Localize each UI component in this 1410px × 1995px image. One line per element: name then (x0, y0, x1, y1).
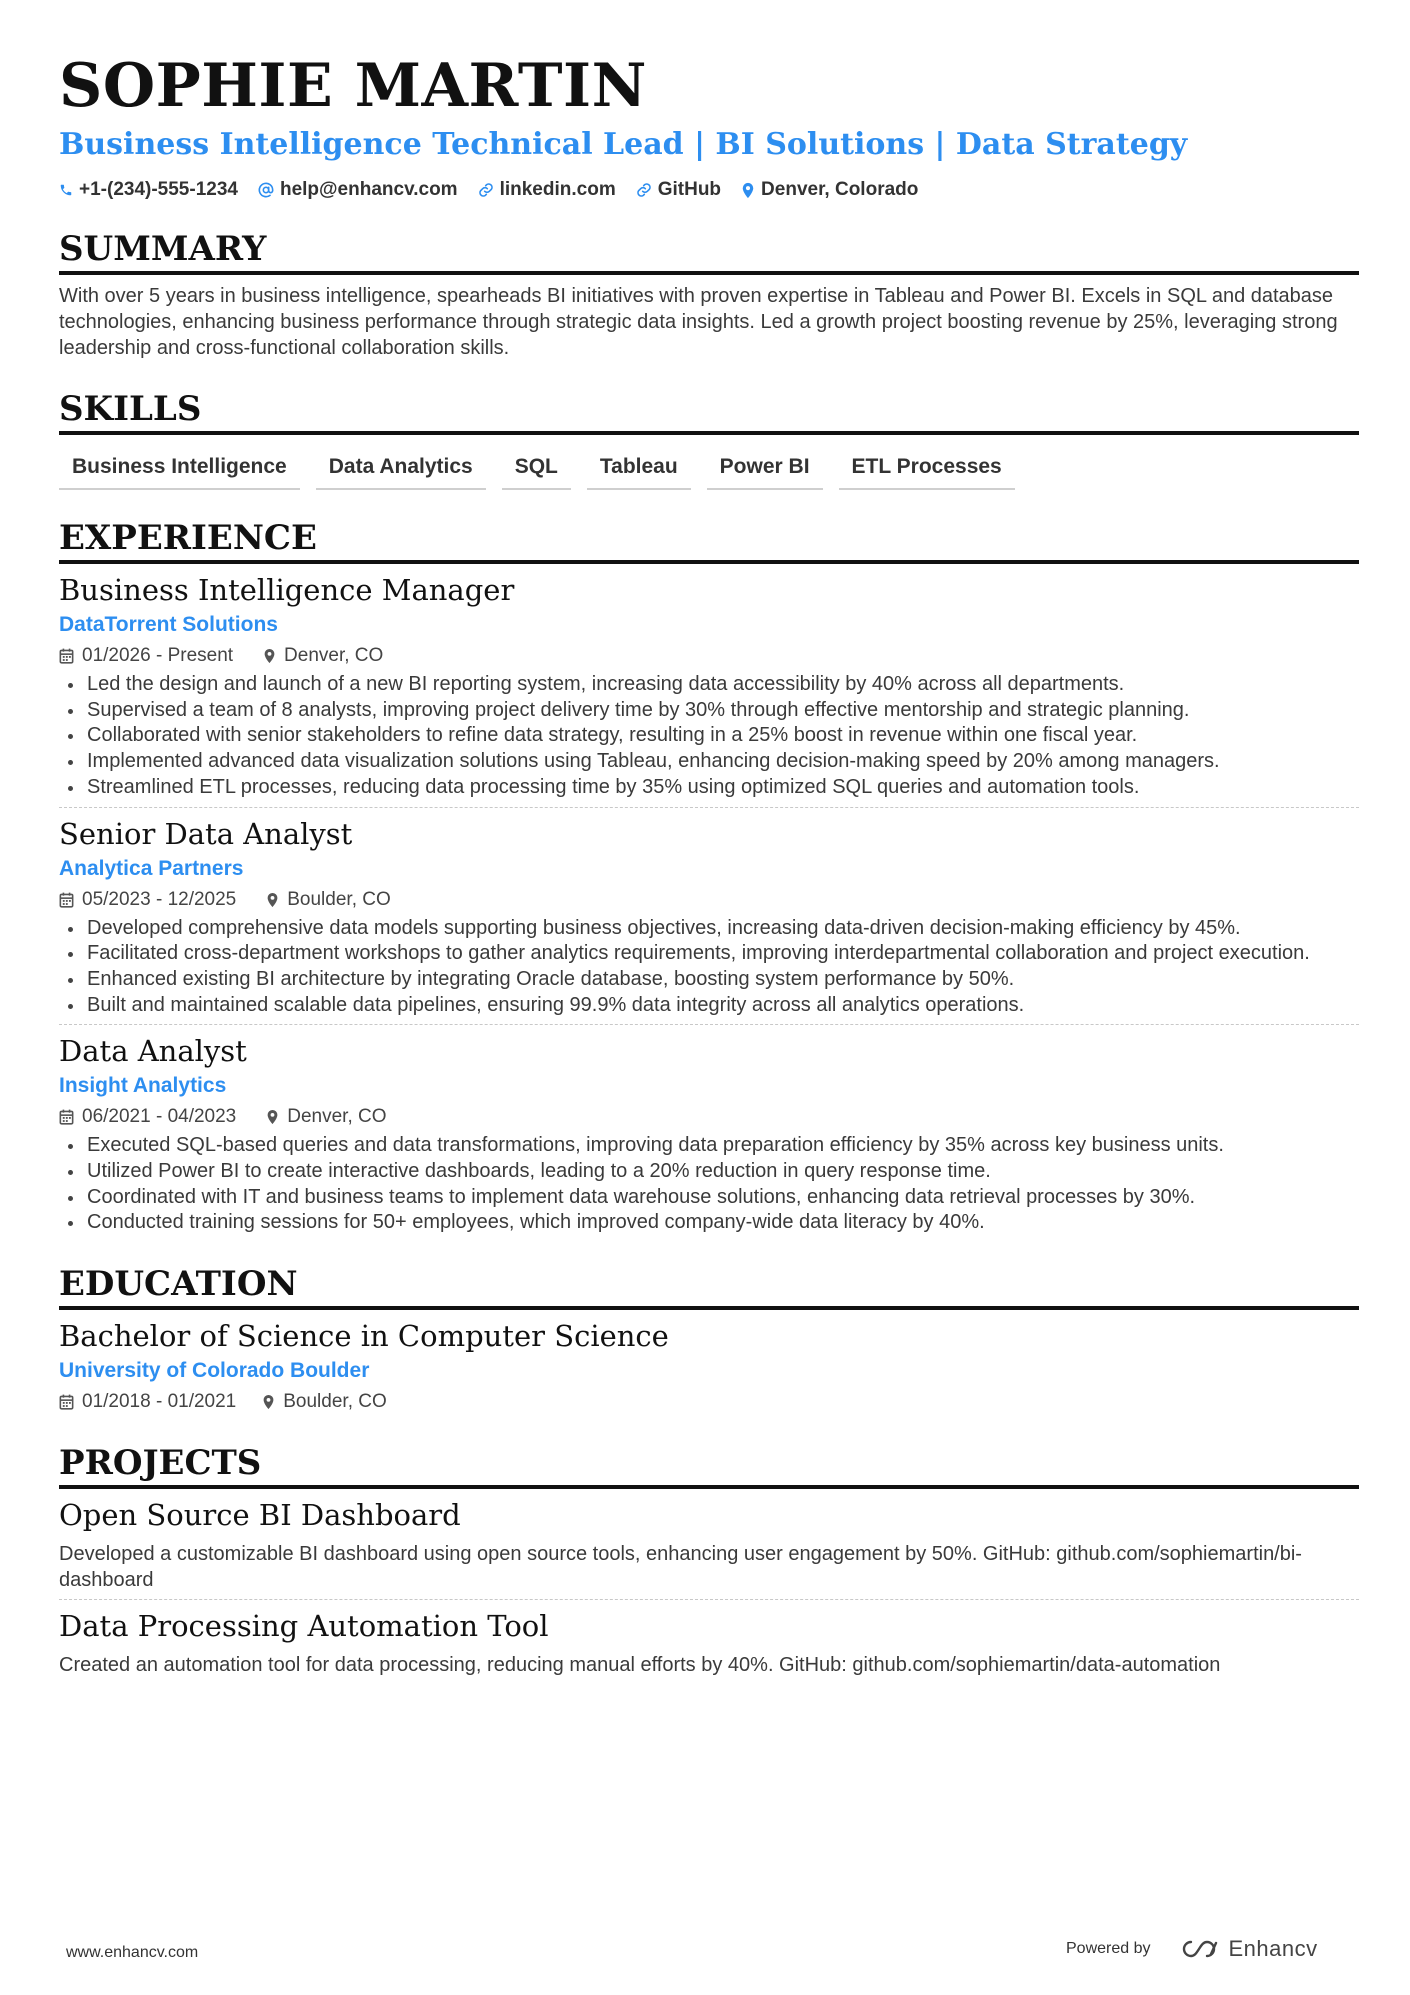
list-item: Collaborated with senior stakeholders to refine data strategy, resulting in a 25% boost in revenue within one fiscal year. (59, 723, 1359, 749)
project-description: Developed a customizable BI dashboard using open source tools, enhancing user engagement by 50%. GitHub: github.com/sophiemartin/bi-dashboard (59, 1543, 1302, 1592)
at-icon (258, 182, 274, 198)
school: University of Colorado Boulder (59, 1359, 370, 1383)
candidate-name: SOPHIE MARTIN (59, 51, 647, 121)
list-item: Conducted training sessions for 50+ employees, which improved company-wide data literacy by 40%. (59, 1210, 1359, 1236)
entry-divider (59, 807, 1359, 808)
powered-by-label: Powered by (1066, 1940, 1151, 1957)
footer-website[interactable]: www.enhancv.com (66, 1944, 199, 1961)
footer-branding (1066, 1936, 1318, 1962)
skill-tag: Power BI (707, 447, 823, 490)
enhancv-brand: Enhancv (1228, 1936, 1318, 1961)
summary-title: SUMMARY (59, 229, 1359, 275)
job-location: Denver, CO (287, 1106, 387, 1128)
location-text: Denver, Colorado (761, 179, 919, 200)
calendar-icon (59, 648, 74, 664)
list-item: Executed SQL-based queries and data transformations, improving data preparation efficiency by 35% across key business units. (59, 1133, 1359, 1159)
job-bullets (59, 916, 1359, 1019)
education-location: Boulder, CO (283, 1391, 387, 1413)
job-bullets (59, 1133, 1359, 1236)
project-name: Open Source BI Dashboard (59, 1498, 461, 1533)
job-meta (59, 1104, 1359, 1130)
summary-section (59, 229, 1359, 361)
education-entry (59, 1318, 1359, 1415)
skill-tag: Tableau (587, 447, 691, 490)
education-dates: 01/2018 - 01/2021 (82, 1391, 237, 1413)
list-item: Streamlined ETL processes, reducing data processing time by 35% using optimized SQL queries and automation tools. (59, 775, 1359, 801)
project-name: Data Processing Automation Tool (59, 1609, 549, 1644)
job-company: Analytica Partners (59, 856, 244, 880)
skills-list (59, 447, 1359, 490)
entry-divider (59, 1024, 1359, 1025)
education-section (59, 1264, 1359, 1415)
email-text: help@enhancv.com (279, 179, 458, 200)
job-entry (59, 1033, 1359, 1236)
list-item: Developed comprehensive data models supporting business objectives, increasing data-driven decision-making efficiency by 45%. (59, 916, 1359, 942)
phone-text: +1-(234)-555-1234 (79, 179, 238, 200)
summary-text: With over 5 years in business intelligence, spearheads BI initiatives with proven expertise in Tableau and Power BI. Excels in SQL and database technologies, enhancing business performance through strategic data insights. Led a growth project boosting revenue by 25%, leveraging strong leadership and cross-functional collaboration skills. (59, 285, 1338, 359)
skills-title: SKILLS (59, 389, 1359, 435)
resume-page (59, 48, 1359, 1678)
job-dates: 06/2021 - 04/2023 (82, 1106, 237, 1128)
job-role: Senior Data Analyst (59, 816, 353, 851)
education-meta (59, 1389, 1359, 1415)
skill-tag: ETL Processes (839, 447, 1015, 490)
contact-email[interactable] (258, 179, 458, 201)
job-meta (59, 887, 1359, 913)
skill-tag: Business Intelligence (59, 447, 300, 490)
contact-linkedin[interactable] (478, 179, 616, 201)
contact-github[interactable] (636, 179, 721, 201)
github-text: GitHub (657, 179, 722, 200)
degree: Bachelor of Science in Computer Science (59, 1319, 669, 1354)
job-role: Data Analyst (59, 1034, 247, 1069)
projects-section (59, 1443, 1359, 1678)
job-role: Business Intelligence Manager (59, 573, 515, 607)
location-pin-icon (266, 1109, 279, 1125)
location-pin-icon (741, 182, 755, 199)
entry-divider (59, 1599, 1359, 1600)
location-pin-icon (263, 648, 276, 664)
contact-location (741, 179, 918, 201)
contact-phone[interactable] (59, 179, 238, 201)
list-item: Led the design and launch of a new BI reporting system, increasing data accessibility by 40% across all departments. (59, 672, 1359, 698)
experience-title: EXPERIENCE (59, 518, 1359, 564)
list-item: Built and maintained scalable data pipelines, ensuring 99.9% data integrity across all analytics operations. (59, 993, 1359, 1019)
linkedin-text: linkedin.com (499, 179, 616, 200)
skill-tag: Data Analytics (316, 447, 486, 490)
education-title: EDUCATION (59, 1264, 1359, 1310)
job-location: Boulder, CO (287, 888, 391, 910)
experience-section (59, 518, 1359, 1236)
job-company: Insight Analytics (59, 1074, 227, 1098)
job-entry (59, 816, 1359, 1019)
job-bullets (59, 672, 1359, 801)
list-item: Utilized Power BI to create interactive dashboards, leading to a 20% reduction in query response time. (59, 1159, 1359, 1185)
list-item: Implemented advanced data visualization solutions using Tableau, enhancing decision-making speed by 20% among managers. (59, 749, 1359, 775)
projects-title: PROJECTS (59, 1443, 1359, 1489)
calendar-icon (59, 1394, 74, 1410)
project-description: Created an automation tool for data processing, reducing manual efforts by 40%. GitHub: github.com/sophiemartin/data-automation (59, 1654, 1221, 1677)
project-entry (59, 1608, 1359, 1678)
job-location: Denver, CO (284, 645, 384, 666)
project-entry (59, 1497, 1359, 1593)
location-pin-icon (262, 1394, 275, 1410)
phone-icon (59, 183, 73, 197)
contact-bar (59, 177, 1359, 203)
location-pin-icon (266, 892, 279, 908)
skill-tag: SQL (502, 447, 571, 490)
job-dates: 01/2026 - Present (82, 645, 234, 666)
job-dates: 05/2023 - 12/2025 (82, 888, 237, 910)
candidate-headline: Business Intelligence Technical Lead | BI Solutions | Data Strategy (59, 127, 1188, 162)
skills-section (59, 389, 1359, 490)
link-icon (636, 182, 652, 198)
calendar-icon (59, 892, 74, 908)
list-item: Supervised a team of 8 analysts, improving project delivery time by 30% through effective mentorship and strategic planning. (59, 698, 1359, 724)
list-item: Enhanced existing BI architecture by integrating Oracle database, boosting system performance by 50%. (59, 967, 1359, 993)
job-meta (59, 643, 1359, 669)
enhancv-logo-icon (1177, 1937, 1221, 1961)
calendar-icon (59, 1109, 74, 1125)
job-company: DataTorrent Solutions (59, 613, 278, 636)
list-item: Coordinated with IT and business teams to implement data warehouse solutions, enhancing data retrieval processes by 30%. (59, 1185, 1359, 1211)
link-icon (478, 182, 494, 198)
job-entry (59, 572, 1359, 801)
list-item: Facilitated cross-department workshops to gather analytics requirements, improving interdepartmental collaboration and project execution. (59, 941, 1359, 967)
